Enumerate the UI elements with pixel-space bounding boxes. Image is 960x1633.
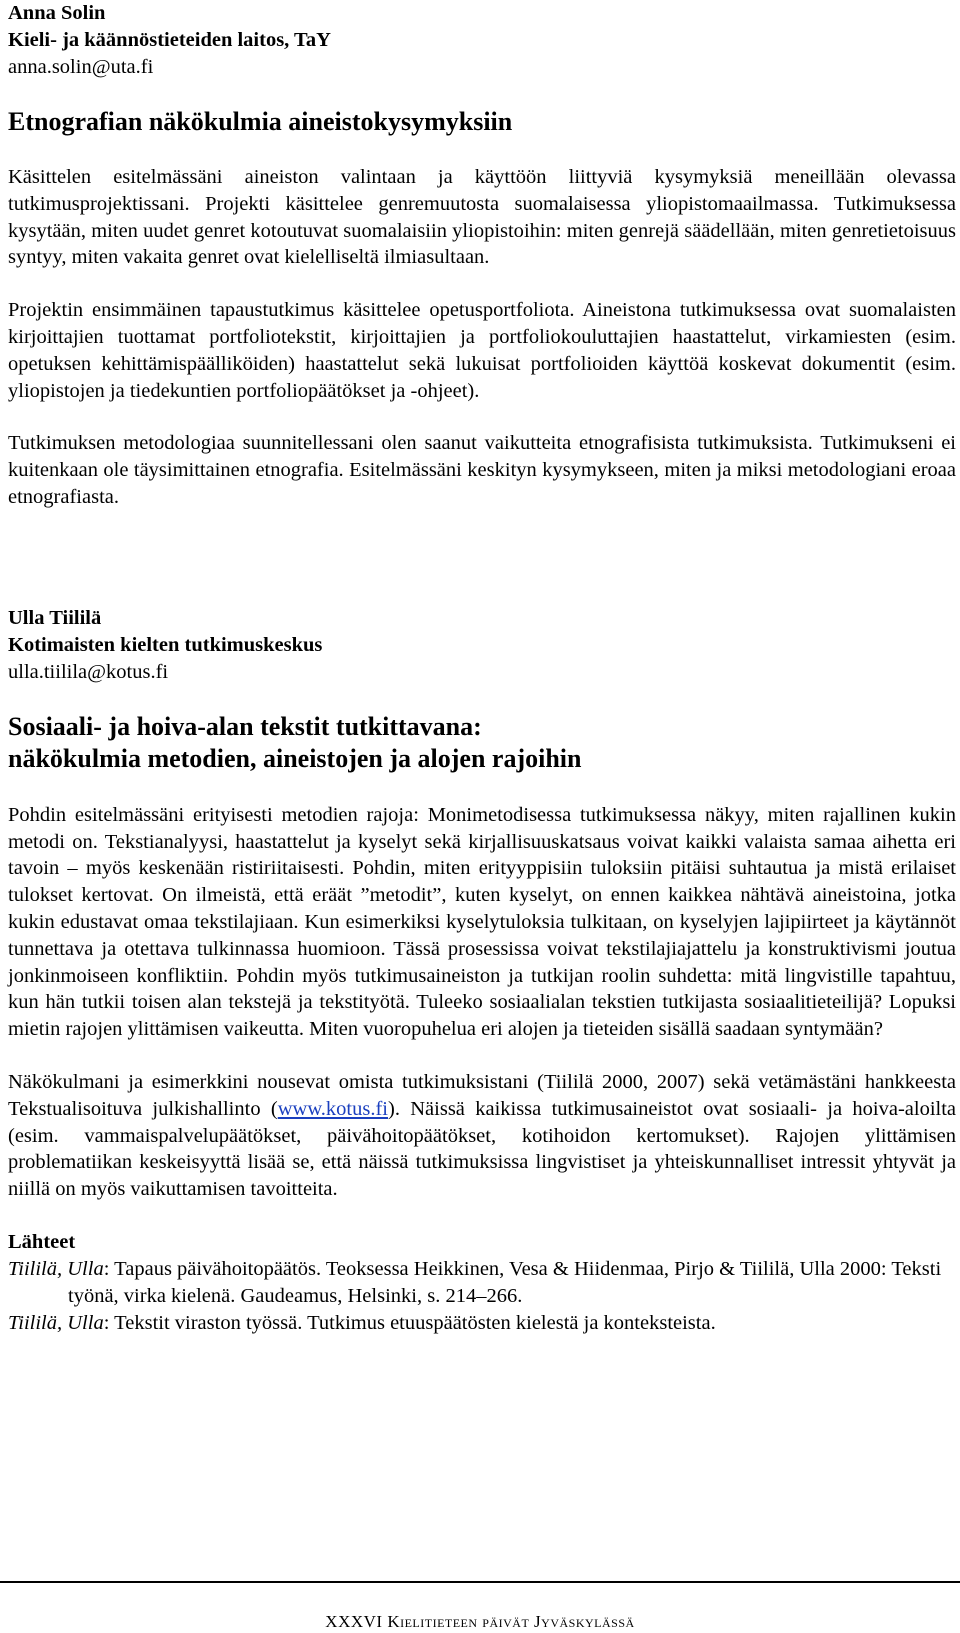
reference-author: Tiililä, Ulla — [8, 1311, 104, 1334]
abstract-title: Etnografian näkökulmia aineistokysymyksiin — [8, 107, 513, 136]
author-name: Anna Solin — [8, 2, 106, 24]
reference-author: Tiililä, Ulla — [8, 1257, 104, 1280]
author-affiliation: Kotimaisten kielten tutkimuskeskus — [8, 633, 323, 656]
author-email: ulla.tiilila@kotus.fi — [8, 660, 169, 683]
document-page — [8, 0, 956, 1336]
abstract-title-line: näkökulmia metodien, aineistojen ja alojen rajoihin — [8, 743, 582, 773]
paragraph-text: Näkökulmani ja esimerkkini nousevat omista tutkimuksistani (Tiililä 2000, 2007) sekä vetämästäni hankkeesta Tekstualisoituva julkishallinto ( — [8, 1070, 956, 1120]
reference-item — [8, 1310, 956, 1337]
author-name: Ulla Tiililä — [8, 606, 102, 629]
page-footer — [0, 1612, 960, 1632]
sources-heading: Lähteet — [8, 1230, 76, 1253]
abstract-paragraph: Tutkimuksen metodologiaa suunnitellessani olen saanut vaikutteita etnografisista tutkimuksista. Tutkimukseni ei kuitenkaan ole täysimittainen etnografia. Esitelmässäni keskityn kysymykseen, miten ja miksi metodologiani eroaa etnografiasta. — [8, 432, 956, 508]
abstract-title-line: Sosiaali- ja hoiva-alan tekstit tutkittavana: — [8, 711, 482, 741]
author-block-2 — [8, 605, 956, 686]
paragraph-text: ). Näissä kaikissa tutkimusaineistot ovat sosiaali- ja hoiva-aloilta (esim. vammaispalvelupäätökset, päivähoitopäätökset, kotihoidon kertomukset). Rajojen ylittämisen problematiikan keskeisyyttä lisää se, että näissä tutkimuksissa lingvistiset ja yhteiskunnalliset intressit yhtyvät ja niillä on myös vaikuttamisen tavoitteita. — [8, 1097, 957, 1201]
abstract-paragraph: Projektin ensimmäinen tapaustutkimus käsittelee opetusportfoliota. Aineistona tutkimuksessa ovat suomalaisten kirjoittajien tuottamat portfoliotekstit, kirjoittajien ja portfoliokouluttajien haastattelut, virkamiesten (esim. opetuksen kehittämispäälliköiden) haastattelut sekä lukuisat portfolioiden käyttöä koskevat dokumentit (esim. yliopistojen ja tiedekuntien portfoliopäätökset ja -ohjeet). — [8, 299, 956, 402]
abstract-title — [8, 711, 956, 775]
author-block-1 — [8, 0, 956, 81]
author-email: anna.solin@uta.fi — [8, 56, 154, 78]
reference-text: : Tapaus päivähoitopäätös. Teoksessa Heikkinen, Vesa & Hiidenmaa, Pirjo & Tiililä, Ulla 2000: Teksti työnä, virka kielenä. Gaudeamus, Helsinki, s. 214–266. — [68, 1257, 942, 1307]
kotus-link[interactable]: www.kotus.fi — [277, 1097, 388, 1120]
footer-label: XXXVI Kielitieteen päivät Jyväskylässä — [325, 1612, 635, 1631]
reference-item — [8, 1256, 956, 1310]
footer-divider — [0, 1581, 960, 1583]
abstract-paragraph — [8, 1069, 956, 1203]
abstract-paragraph: Käsittelen esitelmässäni aineiston valintaan ja käyttöön liittyviä kysymyksiä meneillään olevassa tutkimusprojektissani. Projekti käsittelee genremuutosta suomalaisessa yliopistomaailmassa. Tutkimuksessa kysytään, miten uudet genret kotoutuvat suomalaisiin yliopistoihin: miten genrejä säädellään, miten genretietoisuus syntyy, miten vakaita genret ovat kielelliseltä ilmiasultaan. — [8, 166, 956, 269]
abstract-paragraph: Pohdin esitelmässäni erityisesti metodien rajoja: Monimetodisessa tutkimuksessa näkyy, miten rajallinen kukin metodi on. Tekstianalyysi, haastattelut ja kyselyt sekä kirjallisuuskatsaus voivat kaikki valaista samaa aihetta eri tavoin – myös keskenään ristiriitaisesti. Pohdin, miten erityyppisiin tuloksiin pitäisi suhtautua ja mistä erilaiset tulokset kertovat. On ilmeistä, että eräät ”metodit”, kuten kyselyt, on ennen kaikkea nähtävä aineistoina, jotka kukin edustavat omaa tekstilajiaan. Kun esimerkiksi kyselytuloksia tulkitaan, on kyselyjen lajipiirteet ja käytännöt tunnettava ja otettava tulkinnassa huomioon. Tässä prosessissa voivat tekstilajiajattelu ja konstruktivismi joutua jonkinmoiseen konfliktiin. Pohdin myös tutkimusaineiston ja tutkijan roolin suhdetta: mitä lingvistille tapahtuu, kun hän tutkii toisen alan tekstejä ja tekstityötä. Tuleeko sosiaalialan tekstien tutkijasta sosiaalitieteilijä? Lopuksi mietin rajojen ylittämisen vaikeutta. Miten vuoropuhelua eri alojen ja tieteiden sisällä saadaan syntymään? — [8, 803, 956, 1041]
reference-text: : Tekstit viraston työssä. Tutkimus etuuspäätösten kielestä ja konteksteista. — [103, 1311, 716, 1334]
author-affiliation: Kieli- ja käännöstieteiden laitos, TaY — [8, 29, 331, 51]
